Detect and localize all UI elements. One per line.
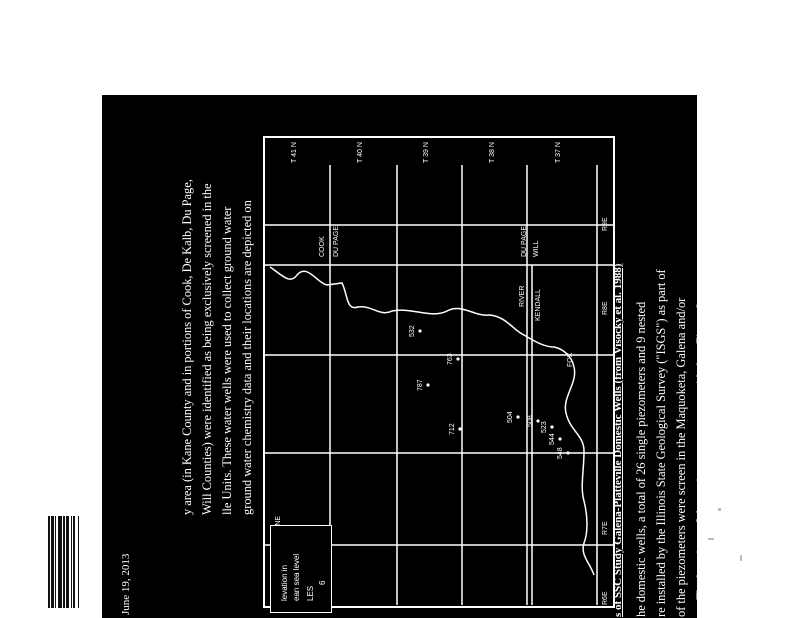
legend-text: levation in [280,564,289,601]
well-marker [426,383,429,386]
county-label: DU PAGE [521,226,528,257]
county-label: WILL [533,240,540,257]
barcode-stripe [71,516,72,608]
barcode-stripe [55,516,56,608]
body-line: Will Counties) were identified as being exclusively screened in the [200,183,214,515]
range-label: R9E [602,217,609,231]
barcode-stripe [78,516,79,608]
scan-speck [718,508,721,511]
body-line: lle Units. These water wells were used to collect ground water [220,206,234,515]
well-id-label: 712 [449,423,456,435]
well-marker [566,451,569,454]
well-id-label: 508 [527,415,534,427]
township-label: T 40 N [357,142,364,163]
range-label: R8E [602,301,609,315]
scan-speck [740,555,742,561]
body-line: of the piezometers were screen in the Maquoketa, Galena and/or [674,297,688,617]
scanned-page [102,95,708,618]
barcode-stripe [66,516,69,608]
range-label: R6E [602,591,609,605]
well-marker [458,427,461,430]
county-label: COOK [319,236,326,257]
river-label: FOX [567,352,574,367]
well-id-label: 523 [541,421,548,433]
body-line: y area (in Kane County and in portions of Cook, De Kalb, Du Page, [180,179,194,515]
well-id-label: 504 [507,411,514,423]
well-id-label: 532 [409,325,416,337]
township-label: T 39 N [423,142,430,163]
barcode-stripe [73,516,75,608]
well-id-label: 763 [447,353,454,365]
county-label: DU PAGE [333,226,340,257]
well-id-label: 787 [417,379,424,391]
body-line: ps. The locations of these piezometers are provided on Figure 2 [694,302,708,617]
well-marker [536,419,539,422]
figure-caption: s of SSC Study Galena-Platteville Domestic Wells (from Visocky et al. 1988) [612,263,624,617]
well-marker [418,329,421,332]
township-label: T 37 N [555,142,562,163]
well-id-label: 544 [549,433,556,445]
barcode-stripe [48,516,50,608]
well-id-label: 548 [557,447,564,459]
legend-text: LES [306,585,315,601]
river-label: RIVER [519,285,526,307]
well-marker [558,437,561,440]
well-marker [550,425,553,428]
well-marker [456,357,459,360]
range-label: R7E [602,521,609,535]
barcode-artifact [48,516,84,608]
body-line: ground water chemistry data and their locations are depicted on [240,200,254,515]
body-line: re installed by the Illinois State Geological Survey ("ISGS") as part of [654,269,668,617]
township-label: T 41 N [291,142,298,163]
legend-text: ean sea level [292,553,301,601]
barcode-stripe [51,516,54,608]
barcode-stripe [63,516,65,608]
county-label: KENDALL [535,289,542,321]
body-line: he domestic wells, a total of 26 single piezometers and 9 nested [634,301,648,617]
legend-text: 6 [318,580,327,585]
scan-speck [708,538,714,540]
township-label: T 38 N [489,142,496,163]
well-marker [516,415,519,418]
date-line: June 19, 2013 [120,553,132,615]
barcode-stripe [58,516,62,608]
